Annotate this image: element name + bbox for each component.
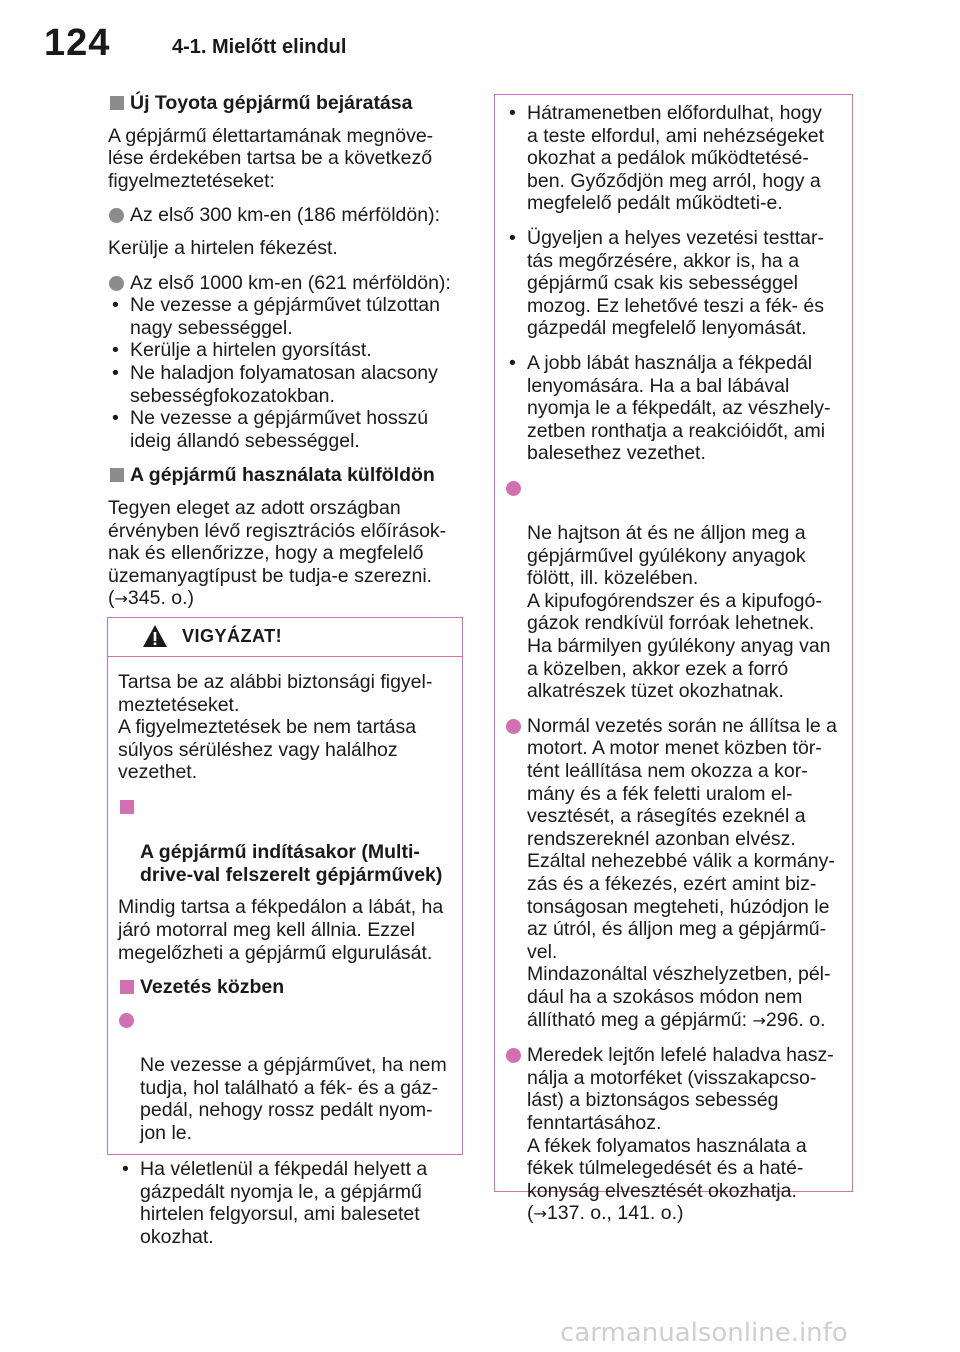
arrow-icon: →: [533, 1204, 547, 1224]
heading-driving: Vezetés közben: [118, 976, 452, 999]
circle-bullet-icon: [506, 719, 521, 734]
dot-item-1000km: Az első 1000 km-en (621 mérföldön):: [108, 272, 464, 295]
caution-intro: Tartsa be az alábbi biztonsági figyel- meztetéseket. A figyelmeztetések be nem tartása súlyos sérüléshez vagy halálhoz vezethet.: [118, 671, 433, 784]
list-item: • Hátramenetben előfordulhat, hogy a teste elfordul, ami nehézségeket okozhat a pedálok működtetésé- ben. Győződjön meg arról, hogy a megfelelő pedált működteti-e.: [505, 102, 842, 215]
page-number: 124: [44, 22, 111, 64]
square-bullet-icon: [110, 468, 124, 482]
caution-body-continued: [495, 95, 852, 1226]
circle-bullet-icon: [506, 1048, 521, 1063]
circle-bullet-icon: [109, 208, 124, 223]
heading-starting: A gépjármű indításakor (Multi- drive-val felszerelt gépjárművek): [118, 796, 452, 886]
warning-triangle-icon: [142, 624, 168, 648]
left-column: [108, 92, 464, 623]
caution-header: [108, 618, 462, 657]
list-item: • Ügyeljen a helyes vezetési testtar- tás megőrzésére, akkor is, ha a gépjármű csak kis sebességgel mozog. Ez lehetővé teszi a fék- és gázpedál megfelelő lenyomását.: [505, 227, 842, 340]
heading-new-vehicle: Új Toyota gépjármű bejáratása: [108, 92, 464, 115]
caution-body: [108, 657, 462, 1249]
bullet-list-caution: [118, 1158, 452, 1248]
arrow-icon: →: [114, 589, 128, 609]
list-item: • Kerülje a hirtelen gyorsítást.: [108, 339, 464, 362]
page-reference-link[interactable]: 345. o.): [127, 587, 195, 610]
dot-item-pedals: Ne vezesse a gépjárművet, ha nem tudja, hol található a fék- és a gáz- pedál, nehogy rossz pedált nyom- jon le.: [118, 1009, 452, 1145]
arrow-icon: →: [752, 1010, 766, 1030]
dot-item-engine-off: Normál vezetés során ne állítsa le a motort. A motor menet közben tör- tént leállítása nem okozza a kor- mány és a fék feletti uralom el- vesztését, a rásegítés ezeknél a rendszereknél azonban elvész. Ezáltal nehezebbé válik a kormány- zás és a fékezés, ezért amint biz- tonságosan megteheti, húzódjon le az útról, és álljon meg a gépjármű- vel. Mindazonáltal vészhelyzetben, pél- dául ha a szokásos módon nem állítható meg a gépjármű: →296. o.: [505, 715, 842, 1032]
page-header: [0, 0, 960, 80]
circle-bullet-icon: [109, 276, 124, 291]
list-item: • A jobb lábát használja a fékpedál lenyomására. Ha a bal lábával nyomja le a fékpedált, az vészhely- zetben ronthatja a reakcióidőt, ami balesethez vezethet.: [505, 352, 842, 465]
bullet-list-right: [505, 102, 842, 465]
square-bullet-icon: [110, 96, 124, 110]
circle-bullet-icon: [506, 481, 521, 496]
dot-item-300km: Az első 300 km-en (186 mérföldön):: [108, 204, 464, 227]
dot-item-flammable: Ne hajtson át és ne álljon meg a gépjárművel gyúlékony anyagok fölött, ill. közelében. A kipufogórendszer és a kipufogó- gázok rendkívül forróak lehetnek. Ha bármilyen gyúlékony anyag van a közelben, akkor ezek a forró alkatrészek tüzet okozhatnak.: [505, 477, 842, 703]
caution-box-continued: [494, 94, 853, 1225]
list-item: • Ne vezesse a gépjárművet túlzottan nagy sebességgel.: [108, 294, 464, 339]
list-item: • Ne vezesse a gépjárművet hosszú ideig állandó sebességgel.: [108, 407, 464, 452]
page-reference-link[interactable]: 296. o.: [765, 1008, 826, 1031]
square-bullet-icon: [120, 980, 134, 994]
paragraph-starting: Mindig tartsa a fékpedálon a lábát, ha járó motorral meg kell állnia. Ezzel megelőzheti a gépjármű elgurulását.: [118, 896, 444, 964]
footer-watermark: carmanualsonline.info: [560, 1318, 848, 1348]
heading-abroad: A gépjármű használata külföldön: [108, 464, 464, 487]
paragraph-break-in-intro: A gépjármű élettartamának megnöve- lése érdekében tartsa be a következő figyelmeztetéseket:: [108, 124, 434, 192]
bullet-list-1000km: [108, 294, 464, 452]
paragraph-avoid-braking: Kerülje a hirtelen fékezést.: [108, 236, 338, 259]
dot-item-downhill: Meredek lejtőn lefelé haladva hasz- nálja a motorféket (visszakapcso- lást) a biztonságos sebesség fenntartásához. A fékek folyamatos használata a fékek túlmelegedését és a haté- konyság elvesztését okozhatja. (→137. o., 141. o.): [505, 1044, 842, 1226]
caution-title: VIGYÁZAT!: [182, 626, 283, 646]
paragraph-abroad: Tegyen eleget az adott országban érvényben lévő regisztrációs előírások- nak és ellenőrizze, hogy a megfelelő üzemanyagtípust be tudja-e szerezni. (→345. o.): [108, 496, 447, 610]
list-item: • Ha véletlenül a fékpedál helyett a gázpedált nyomja le, a gépjármű hirtelen felgyorsul, ami balesetet okozhat.: [118, 1158, 452, 1248]
list-item: • Ne haladjon folyamatosan alacsony sebességfokozatokban.: [108, 362, 464, 407]
caution-box: [107, 617, 463, 1249]
page-reference-link[interactable]: 137. o., 141. o.): [546, 1202, 684, 1225]
circle-bullet-icon: [119, 1013, 134, 1028]
section-title: 4-1. Mielőtt elindul: [172, 36, 347, 58]
square-bullet-icon: [120, 800, 134, 814]
